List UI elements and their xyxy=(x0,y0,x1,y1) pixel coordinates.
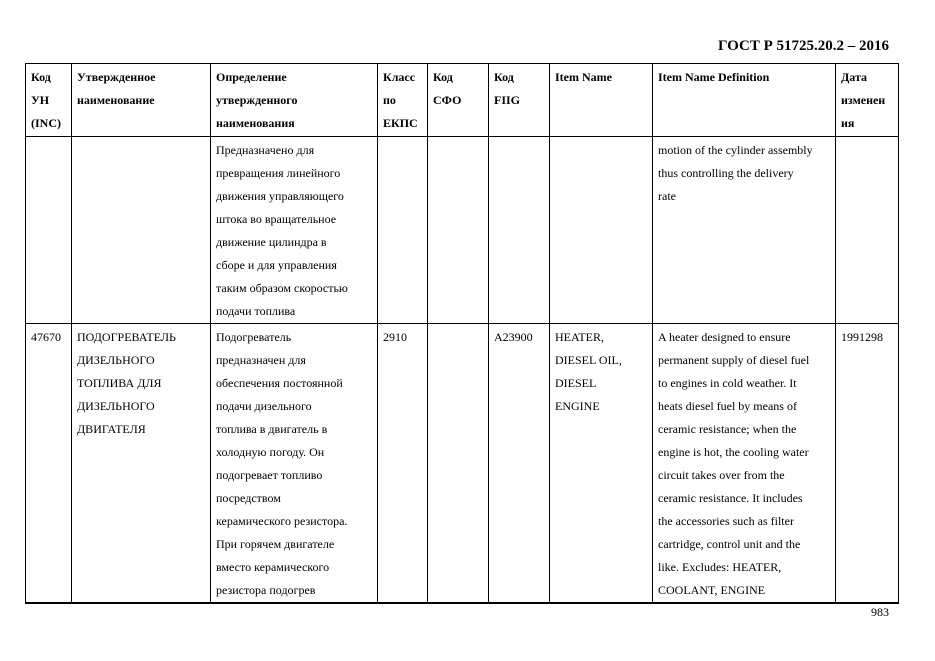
header-inc: Код УН (INC) xyxy=(26,64,72,137)
cell-ekps-class xyxy=(378,137,428,324)
cell-fiig-code xyxy=(489,137,550,324)
header-fiig-code: Код FIIG xyxy=(489,64,550,137)
header-definition: Определение утвержденного наименования xyxy=(211,64,378,137)
cell-inc xyxy=(26,137,72,324)
page-number: 983 xyxy=(871,605,889,619)
cell-item-name-definition: motion of the cylinder assembly thus controlling the delivery rate xyxy=(653,137,836,324)
table-header-row xyxy=(26,64,899,137)
cell-inc: 47670 xyxy=(26,324,72,604)
header-item-name-definition: Item Name Definition xyxy=(653,64,836,137)
header-change-date: Дата изменен ия xyxy=(836,64,899,137)
cell-definition: Подогреватель предназначен для обеспечения постоянной подачи дизельного топлива в двигатель в холодную погоду. Он подогревает топливо посредством керамического резистора. При горячем двигателе вместо керамического резистора подогрев xyxy=(211,324,378,604)
cell-item-name-definition: A heater designed to ensure permanent supply of diesel fuel to engines in cold weather. It heats diesel fuel by means of ceramic resistance; when the engine is hot, the cooling water circuit takes over from the ceramic resistance. It includes the accessories such as filter cartridge, control unit and the like. Excludes: HEATER, COOLANT, ENGINE xyxy=(653,324,836,604)
header-ekps-class: Класс по ЕКПС xyxy=(378,64,428,137)
table-row xyxy=(26,137,899,324)
cell-item-name: HEATER, DIESEL OIL, DIESEL ENGINE xyxy=(550,324,653,604)
cell-approved-name: ПОДОГРЕВАТЕЛЬ ДИЗЕЛЬНОГО ТОПЛИВА ДЛЯ ДИЗЕЛЬНОГО ДВИГАТЕЛЯ xyxy=(72,324,211,604)
cell-ekps-class: 2910 xyxy=(378,324,428,604)
header-item-name: Item Name xyxy=(550,64,653,137)
cell-sfo-code xyxy=(428,137,489,324)
table-row xyxy=(26,324,899,604)
header-approved-name: Утвержденное наименование xyxy=(72,64,211,137)
cell-sfo-code xyxy=(428,324,489,604)
cell-definition: Предназначено для превращения линейного движения управляющего штока во вращательное движение цилиндра в сборе и для управления таким образом скоростью подачи топлива xyxy=(211,137,378,324)
classification-table xyxy=(25,63,899,604)
cell-change-date: 1991298 xyxy=(836,324,899,604)
document-standard-number: ГОСТ Р 51725.20.2 – 2016 xyxy=(717,38,889,54)
cell-fiig-code: A23900 xyxy=(489,324,550,604)
cell-change-date xyxy=(836,137,899,324)
cell-item-name xyxy=(550,137,653,324)
cell-approved-name xyxy=(72,137,211,324)
header-sfo-code: Код СФО xyxy=(428,64,489,137)
